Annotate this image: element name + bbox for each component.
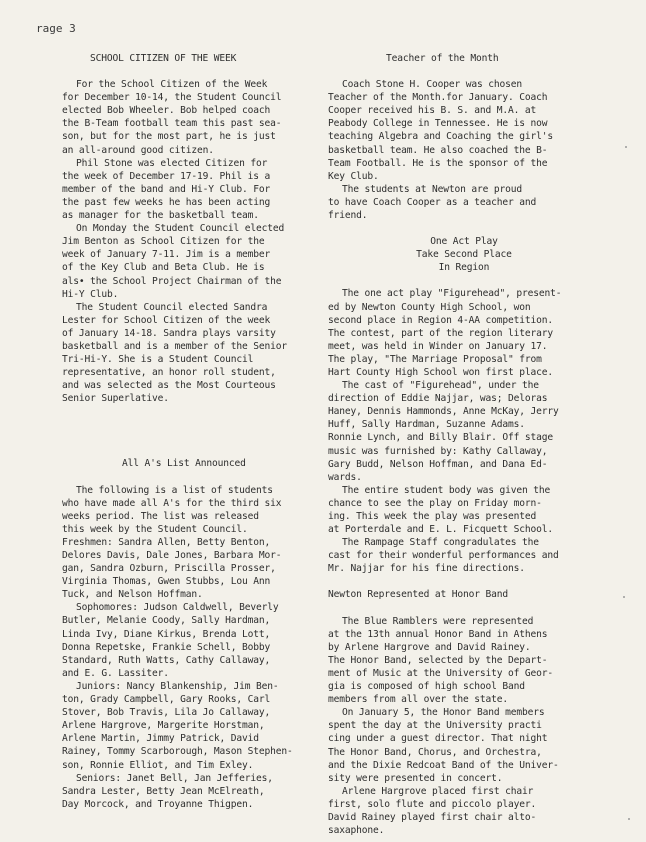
citizen-paragraph: On Monday the Student Council elected Jim Benton as School Citizen for the week of January 7-11. Jim is a member of the Key Club and Beta Club. He is als• the School Project Chairman of the Hi-Y Club. bbox=[62, 223, 285, 300]
teacher-paragraph: The students at Newton are proud to have Coach Cooper as a teacher and friend. bbox=[328, 183, 537, 222]
play-paragraph: The entire student body was given the chance to see the play on Friday morn- ing. This week the play was presented at Porterdale and E. L. Ficquett School. bbox=[328, 484, 554, 536]
alist-paragraph: The following is a list of students who have made all A's for the third six weeks period. The list was released this week by the Student Council. Freshmen: Sandra Allen, Betty Benton, Delores Davis, Dale Jones, Barbara Mor- gan, Sandra Ozburn, Priscilla Prosser, Virginia Thomas, Gwen Stubbs, Lou Ann Tuck, and Nelson Hoffman. bbox=[62, 484, 282, 601]
left-column bbox=[62, 52, 324, 811]
band-paragraph: On January 5, the Honor Band members spent the day at the University practi cing under a guest director. That night The Honor Band, Chorus, and Orchestra, and the Dixie Redcoat Band of the Univer- sity were presented in concert. bbox=[328, 707, 559, 784]
play-heading-line: Take Second Place bbox=[416, 249, 512, 261]
play-heading-line: One Act Play bbox=[430, 236, 498, 248]
teacher-paragraph: Coach Stone H. Cooper was chosen Teacher of the Month.for January. Coach Cooper received his B. S. and M.A. at Peabody College in Tennessee. He is now teaching Algebra and Coaching the girl's basketball team. He also coached the B- Team Football. He is the sponsor of the Key Club. bbox=[328, 79, 554, 182]
band-paragraph: The Blue Ramblers were represented at the 13th annual Honor Band in Athens by Arlene Hargrove and David Rainey. The Honor Band, selected by the Depart- ment of Music at the University of Geor- gia is composed of high school Band members from all over the state. bbox=[328, 615, 554, 706]
alist-paragraph: Juniors: Nancy Blankenship, Jim Ben- ton, Grady Campbell, Gary Rooks, Carl Stover, Bob Travis, Lila Jo Callaway, Arlene Hargrove, Margerite Horstman, Arlene Martin, Jimmy Patrick, David Rainey, Tommy Scarborough, Mason Stephen- son, Ronnie Elliot, and Tim Exley. bbox=[62, 680, 293, 771]
alist-heading: All A's List Announced bbox=[122, 458, 246, 470]
play-paragraph: The Rampage Staff congradulates the cast for their wonderful performances and Mr. Najjar for his fine directions. bbox=[328, 537, 559, 575]
play-paragraph: The one act play "Figurehead", present- ed by Newton County High School, won second place in Region 4-AA competition. The contest, part of the region literary meet, was held in Winder on January 17. The play, "The Marriage Proposal" from Hart County High School won first place. bbox=[328, 288, 562, 378]
citizen-paragraph: Phil Stone was elected Citizen for the week of December 17-19. Phil is a member of the band and Hi-Y Club. For the past few weeks he has been acting as manager for the basketball team. bbox=[62, 157, 271, 222]
page-number: rage 3 bbox=[36, 22, 76, 35]
paper-speck bbox=[628, 818, 630, 820]
citizen-paragraph: The Student Council elected Sandra Lester for School Citizen of the week of January 14-18. Sandra plays varsity basketball and is a member of the Senior Tri-Hi-Y. She is a Student Council representative, an honor roll student, and was selected as the Most Courteous Senior Superlative. bbox=[62, 301, 288, 405]
paper-speck bbox=[623, 596, 625, 598]
citizen-paragraph: For the School Citizen of the Week for December 10-14, the Student Council elected Bob Wheeler. Bob helped coach the B-Team football team this past sea- son, but for the most part, he is just an all-around good citizen. bbox=[62, 79, 282, 156]
teacher-heading: Teacher of the Month bbox=[386, 53, 499, 64]
play-heading-line: In Region bbox=[438, 262, 490, 274]
band-paragraph: Arlene Hargrove placed first chair first, solo flute and piccolo player. David Rainey played first chair alto- saxaphone. bbox=[328, 785, 537, 837]
play-paragraph: The cast of "Figurehead", under the direction of Eddie Najjar, was; Deloras Haney, Dennis Hammonds, Anne McKay, Jerry Huff, Sally Hardman, Suzanne Adams. Ronnie Lynch, and Billy Blair. Off stage music was furnished by: Kathy Callaway, Gary Budd, Nelson Hoffman, and Dana Ed- wards. bbox=[328, 380, 559, 483]
right-column bbox=[328, 52, 600, 837]
band-heading: Newton Represented at Honor Band bbox=[328, 589, 509, 601]
citizen-heading: SCHOOL CITIZEN OF THE WEEK bbox=[90, 53, 237, 64]
alist-paragraph: Sophomores: Judson Caldwell, Beverly Butler, Melanie Coody, Sally Hardman, Linda Ivy, Diane Kirkus, Brenda Lott, Donna Repetske, Frankie Schell, Bobby Standard, Ruth Watts, Cathy Callaway, and E. G. Lassiter. bbox=[62, 602, 279, 679]
paper-speck bbox=[625, 146, 627, 148]
alist-paragraph: Seniors: Janet Bell, Jan Jefferies, Sandra Lester, Betty Jean McElreath, Day Morcock, and Troyanne Thigpen. bbox=[62, 772, 273, 810]
